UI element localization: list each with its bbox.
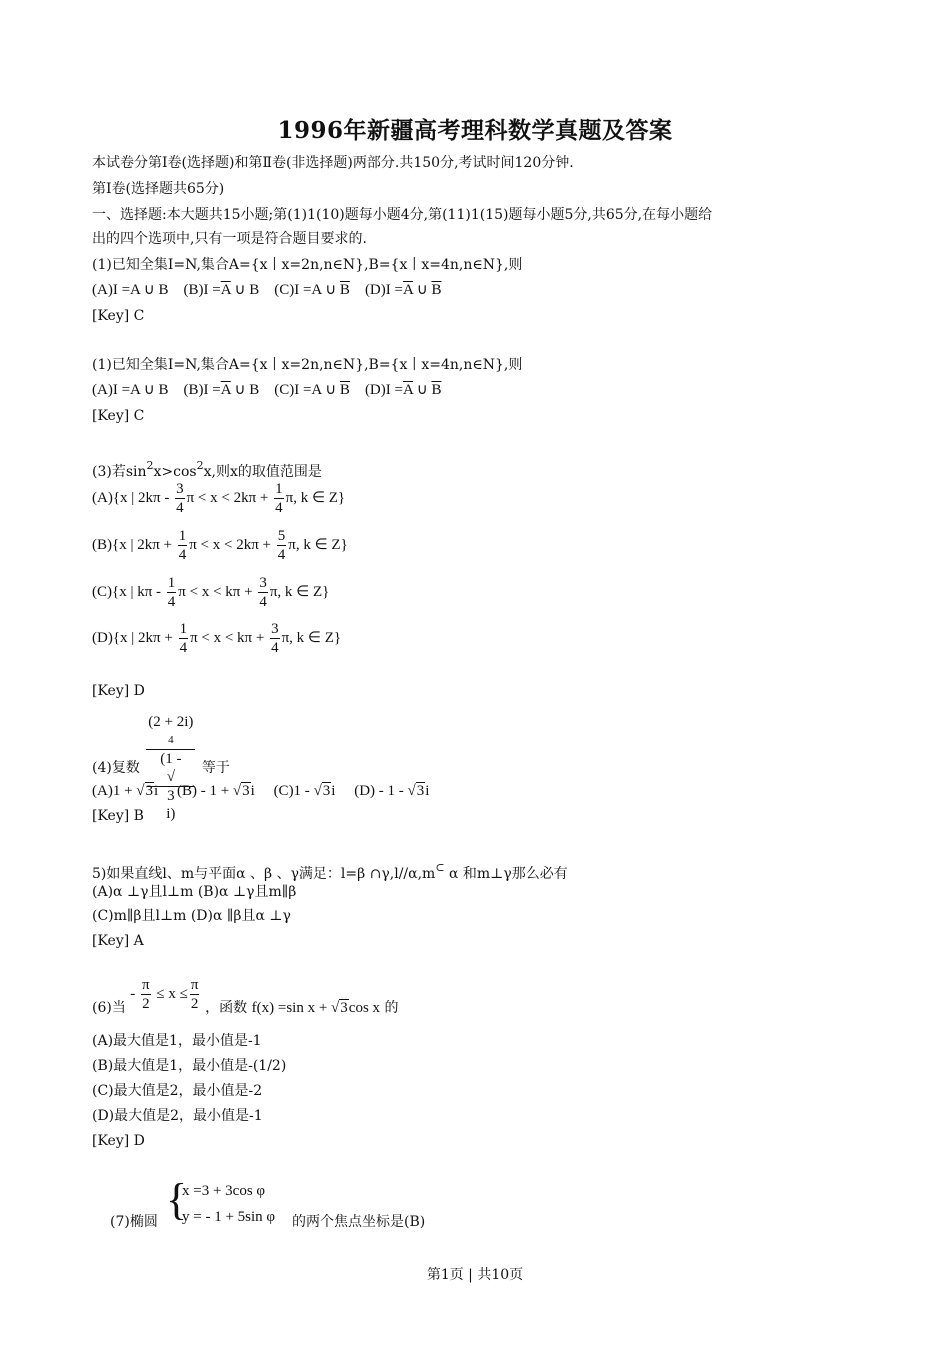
q6-option-b: (B)最大值是1，最小值是-(1/2) <box>92 1058 287 1074</box>
q6-option-a: (A)最大值是1，最小值是-1 <box>92 1033 262 1049</box>
q7-equation-2: y = - 1 + 5sin φ <box>182 1209 276 1225</box>
q4-fraction: (2 + 2i) 4 (1 - √ 3 i) <box>148 714 194 822</box>
q7-equation-1: x =3 + 3cos φ <box>182 1183 266 1199</box>
page-title: 1996年新疆高考理科数学真题及答案 <box>277 117 673 144</box>
q4-option-b: (B) - 1 + √3i <box>176 783 255 799</box>
q1-option-c: (C)I =A ∪ $\overline{B}$ <box>274 282 350 298</box>
q7-stem-suffix: 的两个焦点坐标是(B) <box>292 1214 426 1230</box>
intro-line-2: 第Ⅰ卷(选择题共65分) <box>92 181 225 197</box>
q6-option-c: (C)最大值是2，最小值是-2 <box>92 1083 263 1099</box>
q1-key: [Key] C <box>92 308 145 324</box>
q3-option-a: (A){x | 2kπ - $\frac{3}{4}$ π < x < 2kπ + $\frac{1}{4}$ π, k ∈ Z} <box>92 481 346 516</box>
q3-option-c: (C){x | kπ - $\frac{1}{4}$ π < x < kπ + $\frac{3}{4}$ π, k ∈ Z} <box>92 575 330 610</box>
system-brace: { <box>166 1175 188 1224</box>
subset-symbol: ⊂ <box>435 861 445 874</box>
q2-option-d: $(D)I =\overline{A}$ ∪ $\overline{B}$ <box>364 382 442 398</box>
q3-option-b: (B){x | 2kπ + $\frac{1}{4}$ π < x < 2kπ + $\frac{5}{4}$ π, k ∈ Z} <box>92 528 348 563</box>
intro-line-1: 本试卷分第Ⅰ卷(选择题)和第Ⅱ卷(非选择题)两部分.共150分,考试时间120分钟. <box>92 155 574 171</box>
q3-stem: (3)若$\sin^2x>\cos^2x$,则x的取值范围是 <box>92 459 322 480</box>
q2-key: [Key] C <box>92 408 145 424</box>
q1-options <box>92 280 441 300</box>
q1-option-a: (A)I =A ∪ B <box>92 282 169 298</box>
q4-stem: (4)复数 (2 + 2i) 4 (1 - √ 3 i) 等于 <box>92 714 230 822</box>
page-footer: 第1页 | 共10页 <box>426 1267 524 1283</box>
q2-options <box>92 380 441 400</box>
q2-option-a: (A)I =A ∪ B <box>92 382 169 398</box>
q5-stem: 5)如果直线l、m与平面α 、β 、γ满足：l=β ∩γ,l//α,m⊂ α 和m⊥γ那么必有 <box>92 861 568 882</box>
q1-option-b: $(B)I =\overline{A}$ ∪ B <box>183 282 260 298</box>
q4-option-d: (D) - 1 - √3i <box>354 783 430 799</box>
q4-option-c: (C)1 - √3i <box>273 783 336 799</box>
q1-stem: (1)已知全集I=N,集合A={x丨x=2n,n∈N},B={x丨x=4n,n∈N},则 <box>92 257 523 273</box>
q4-options <box>92 781 429 801</box>
q2-option-c: (C)I =A ∪ $\overline{B}$ <box>274 382 350 398</box>
q6-key: [Key] D <box>92 1133 145 1149</box>
q3-key: [Key] D <box>92 683 145 699</box>
q5-options-ab: (A)α ⊥γ且l⊥m (B)α ⊥γ且m∥β <box>92 884 297 900</box>
q7-stem-prefix: (7)椭圆 <box>110 1214 158 1230</box>
q6-option-d: (D)最大值是2，最小值是-1 <box>92 1108 263 1124</box>
q5-key: [Key] A <box>92 933 144 949</box>
q1-option-d: $(D)I =\overline{A}$ ∪ $\overline{B}$ <box>364 282 442 298</box>
q6-stem: (6)当 - $\frac{\pi}{2}$ ≤ x ≤ $\frac{\pi}{2}$ ，函数 f(x) =sin x + √3cos x 的 <box>92 977 399 1016</box>
q2-option-b: $(B)I =\overline{A}$ ∪ B <box>183 382 260 398</box>
q3-option-d: (D){x | 2kπ + $\frac{1}{4}$ π < x < kπ + $\frac{3}{4}$ π, k ∈ Z} <box>92 621 342 656</box>
intro-line-4: 出的四个选项中,只有一项是符合题目要求的. <box>92 231 367 247</box>
q4-key: [Key] B <box>92 808 144 824</box>
q6-function: f(x) =sin x + √3cos x <box>251 999 381 1016</box>
q5-options-cd: (C)m∥β且l⊥m (D)α ∥β且α ⊥γ <box>92 908 291 924</box>
q6-range: - $\frac{\pi}{2}$ ≤ x ≤ $\frac{\pi}{2}$ <box>130 977 199 1012</box>
q4-option-a: (A)1 + √3i <box>92 783 159 799</box>
intro-line-3: 一、选择题:本大题共15小题;第(1)1(10)题每小题4分,第(11)1(15)题每小题5分,共65分,在每小题给 <box>92 207 713 223</box>
q2-stem: (1)已知全集I=N,集合A={x丨x=2n,n∈N},B={x丨x=4n,n∈N},则 <box>92 357 523 373</box>
